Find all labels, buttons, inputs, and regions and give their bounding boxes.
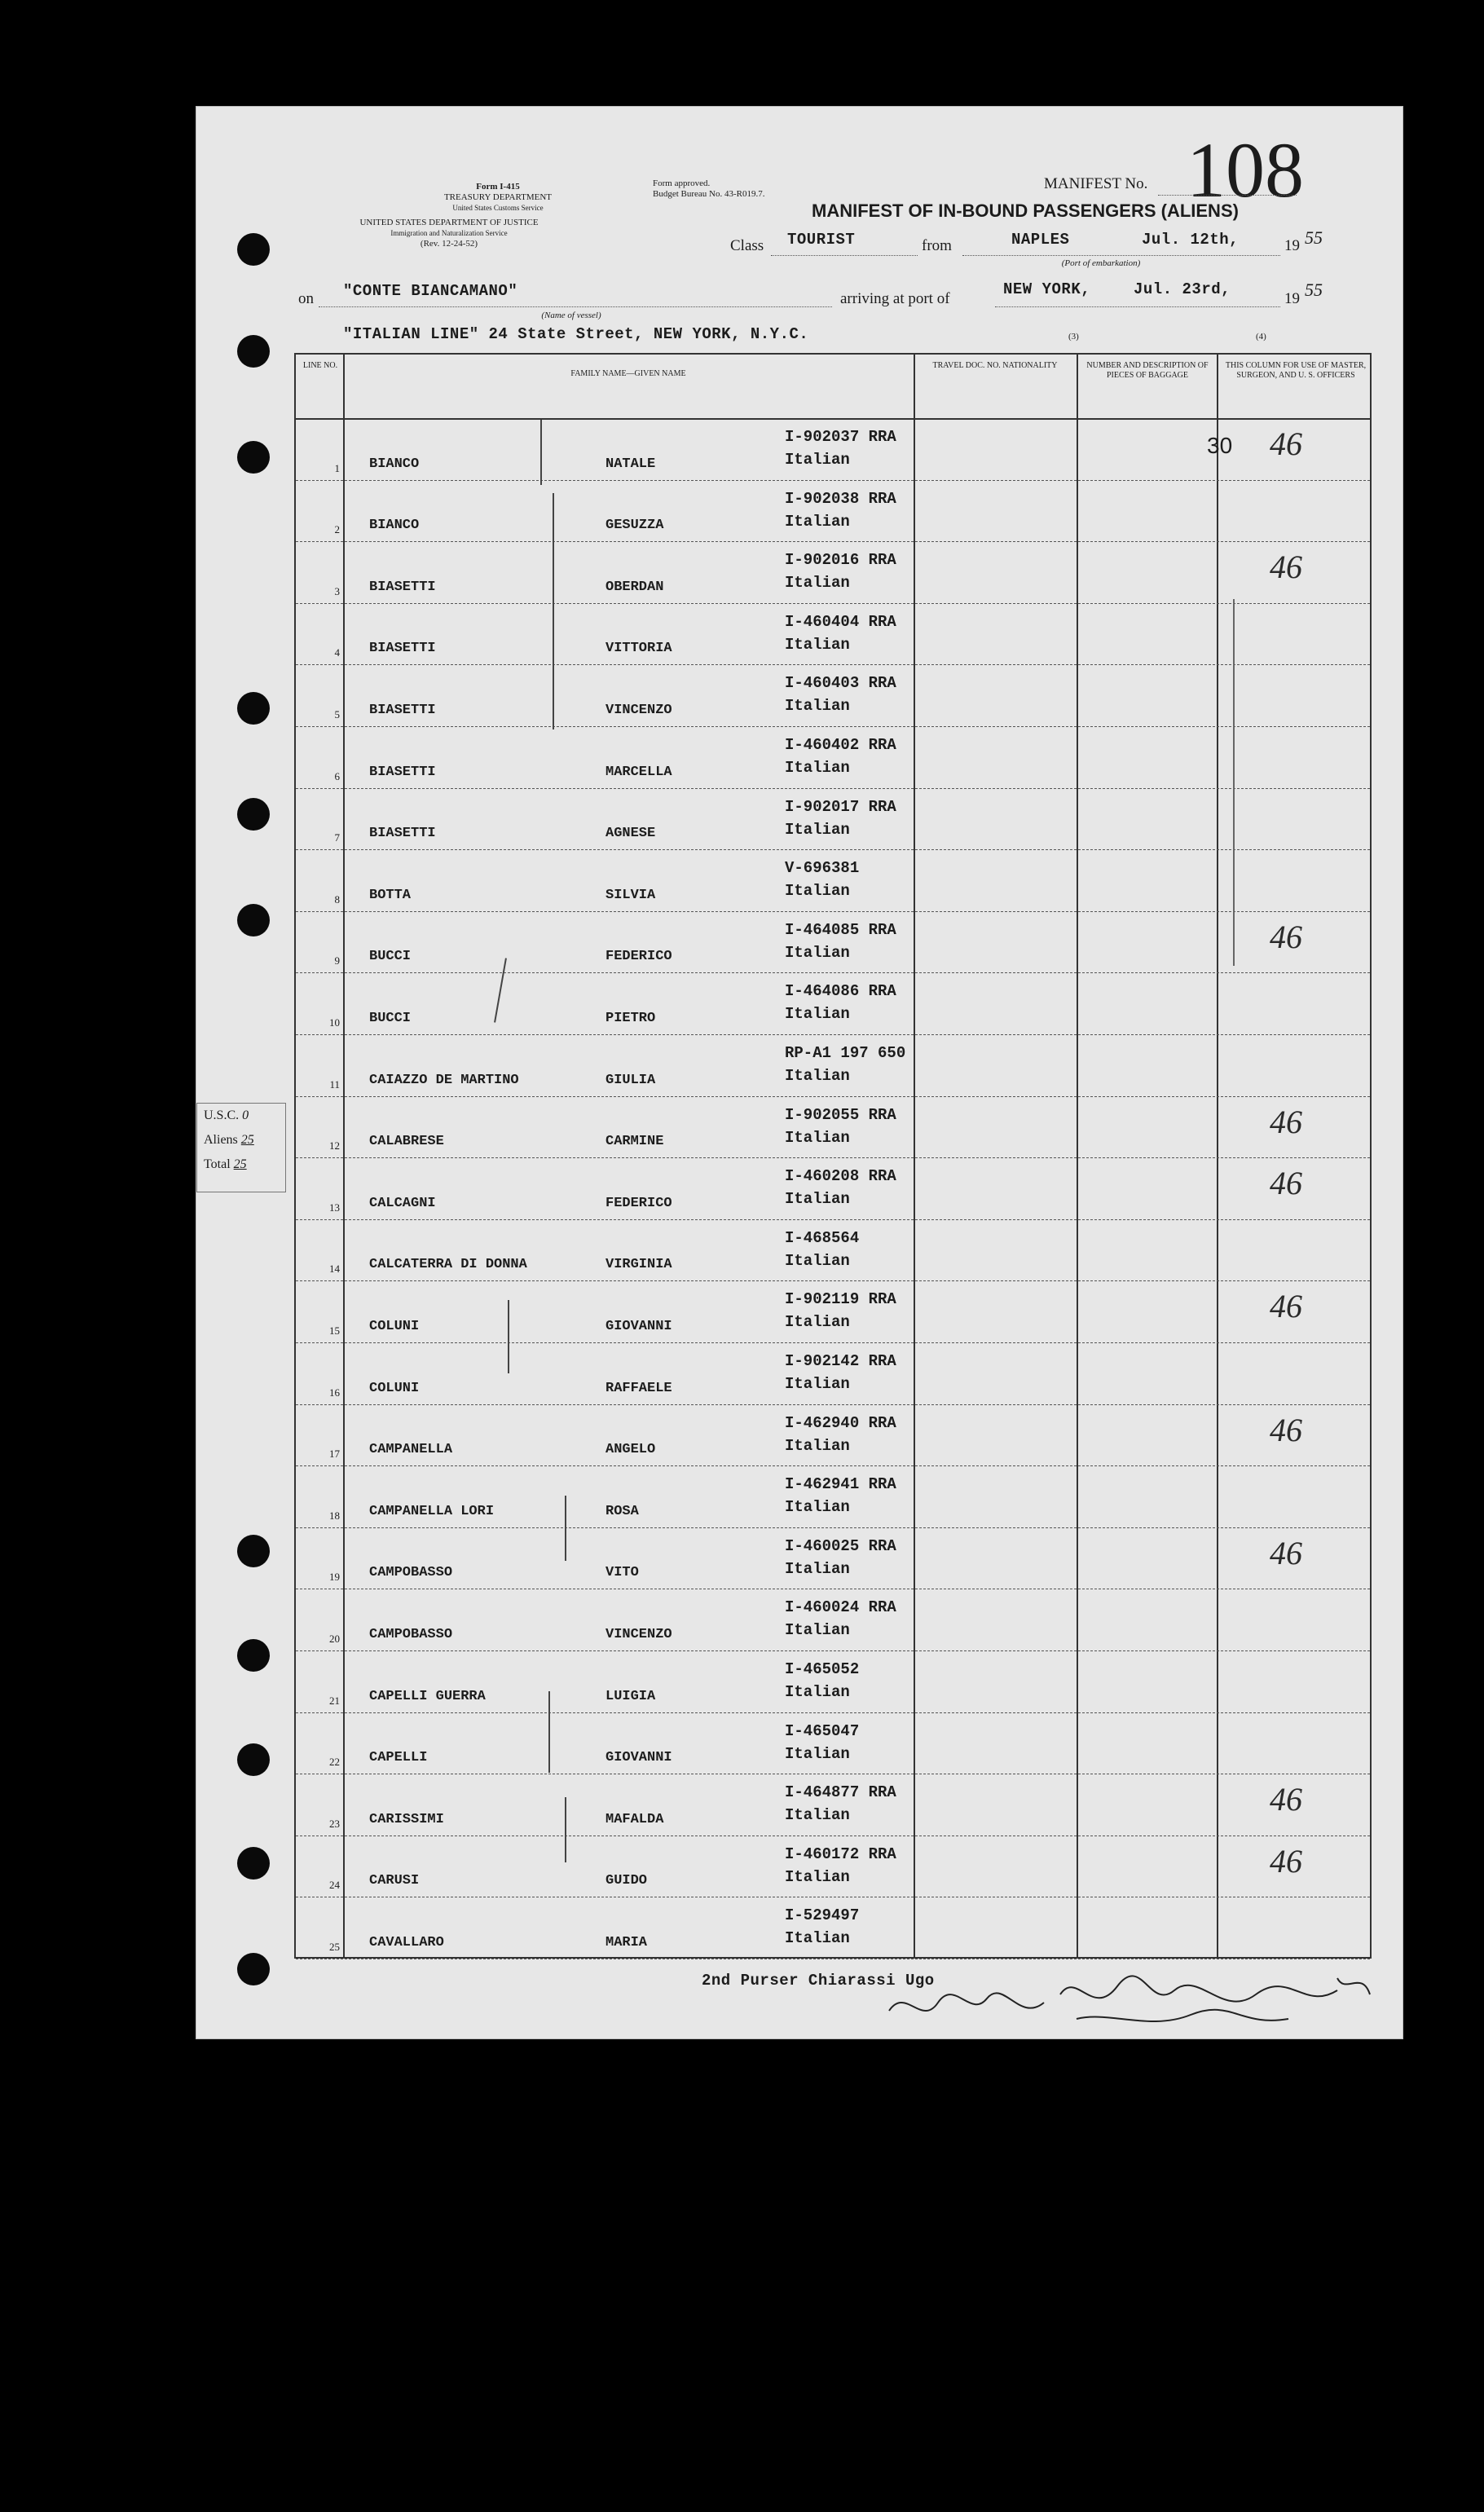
form-approved: Form approved. — [653, 178, 711, 188]
family-name: BUCCI — [369, 949, 412, 965]
table-row — [296, 603, 1370, 666]
line-number: 4 — [334, 646, 340, 659]
from-port: NAPLES — [1011, 231, 1070, 249]
class-value: TOURIST — [787, 231, 856, 249]
given-name: GUIDO — [605, 1873, 648, 1889]
travel-doc-number: I-902037 RRA — [785, 428, 896, 446]
punch-hole — [237, 335, 270, 368]
travel-doc-number: I-902038 RRA — [785, 489, 896, 508]
family-name: CARISSIMI — [369, 1811, 444, 1827]
port-embarkation-caption: (Port of embarkation) — [1061, 258, 1141, 268]
officer-annotation: 46 — [1270, 1534, 1302, 1571]
line-number: 18 — [329, 1509, 340, 1522]
line-number: 3 — [334, 584, 340, 597]
family-name: CAMPOBASSO — [369, 1565, 453, 1581]
manifest-page — [196, 106, 1403, 2039]
line-number: 12 — [329, 1139, 340, 1152]
line-number: 23 — [329, 1817, 340, 1830]
travel-doc-number: I-902017 RRA — [785, 797, 896, 816]
given-name: VITTORIA — [605, 641, 672, 657]
justice-header — [294, 218, 604, 249]
table-row — [296, 1404, 1370, 1467]
officer-annotation: 46 — [1270, 1411, 1302, 1448]
table-row — [296, 1157, 1370, 1220]
punch-hole — [237, 441, 270, 474]
given-name: NATALE — [605, 456, 656, 472]
ins-service: Immigration and Naturalization Service — [390, 229, 508, 237]
officer-annotation: 46 — [1270, 1781, 1302, 1818]
family-name: COLUNI — [369, 1380, 420, 1396]
nationality: Italian — [785, 943, 850, 962]
budget-bureau: Budget Bureau No. 43-R019.7. — [653, 189, 765, 199]
depart-year: 55 — [1305, 227, 1323, 248]
line-number: 8 — [334, 892, 340, 906]
form-approval — [653, 178, 840, 200]
passenger-table — [294, 353, 1372, 1959]
family-name: CARUSI — [369, 1873, 420, 1889]
given-name: FEDERICO — [605, 949, 672, 965]
line-number: 13 — [329, 1201, 340, 1214]
table-row — [296, 1219, 1370, 1282]
travel-doc-number: I-465047 — [785, 1721, 860, 1740]
handwritten-count: 30 — [1207, 433, 1233, 458]
given-name: VINCENZO — [605, 1626, 672, 1642]
line-number: 17 — [329, 1448, 340, 1461]
family-name: CALABRESE — [369, 1134, 444, 1150]
travel-doc-number: I-460403 RRA — [785, 674, 896, 693]
line-number: 24 — [329, 1879, 340, 1892]
family-name: BIANCO — [369, 456, 420, 472]
nationality: Italian — [785, 1251, 850, 1270]
on-label: on — [298, 290, 314, 307]
header-travel-doc: TRAVEL DOC. NO. NATIONALITY — [932, 361, 1058, 370]
officer-annotation: 46 — [1270, 1288, 1302, 1325]
given-name: MAFALDA — [605, 1811, 664, 1827]
travel-doc-number: I-460404 RRA — [785, 612, 896, 631]
travel-doc-number: I-464086 RRA — [785, 982, 896, 1001]
given-name: ANGELO — [605, 1442, 656, 1458]
table-row — [296, 1280, 1370, 1343]
line-number: 11 — [329, 1078, 340, 1091]
revision-date: (Rev. 12-24-52) — [420, 239, 478, 249]
travel-doc-number: I-902119 RRA — [785, 1290, 896, 1309]
given-name: ROSA — [605, 1503, 639, 1519]
nationality: Italian — [785, 1929, 850, 1948]
line-number: 15 — [329, 1324, 340, 1337]
arrive-year-prefix: 19 — [1284, 290, 1300, 307]
family-name: BIASETTI — [369, 702, 436, 718]
nationality: Italian — [785, 512, 850, 531]
officer-annotation: 46 — [1270, 918, 1302, 955]
given-name: OBERDAN — [605, 579, 664, 595]
given-name: AGNESE — [605, 826, 656, 842]
table-row — [296, 1650, 1370, 1713]
line-number: 9 — [334, 954, 340, 967]
travel-doc-number: I-464085 RRA — [785, 920, 896, 939]
nationality: Italian — [785, 697, 850, 716]
officer-annotation: 46 — [1270, 1842, 1302, 1880]
family-name: CAMPANELLA — [369, 1442, 453, 1458]
header-name: FAMILY NAME—GIVEN NAME — [570, 369, 686, 378]
family-name: BIASETTI — [369, 579, 436, 595]
line-number: 7 — [334, 831, 340, 844]
punch-hole — [237, 1535, 270, 1567]
officer-annotation: 46 — [1270, 1165, 1302, 1202]
given-name: GIOVANNI — [605, 1318, 672, 1334]
column-number-3: (3) — [1068, 332, 1079, 342]
line-number: 1 — [334, 461, 340, 474]
arrival-port: NEW YORK, — [1003, 280, 1091, 298]
nationality: Italian — [785, 1067, 850, 1085]
line-number: 2 — [334, 523, 340, 536]
column-number-4: (4) — [1256, 332, 1266, 342]
manifest-title: MANIFEST OF IN-BOUND PASSENGERS (ALIENS) — [812, 201, 1239, 221]
travel-doc-number: I-460402 RRA — [785, 736, 896, 754]
nationality: Italian — [785, 1313, 850, 1332]
nationality: Italian — [785, 820, 850, 839]
punch-hole — [237, 1639, 270, 1672]
usc-label: U.S.C. — [204, 1108, 240, 1122]
nationality: Italian — [785, 1683, 850, 1701]
punch-hole — [237, 1953, 270, 1985]
given-name: GIULIA — [605, 1072, 656, 1088]
family-name: CALCATERRA DI DONNA — [369, 1257, 527, 1273]
depart-year-prefix: 19 — [1284, 237, 1300, 254]
table-row — [296, 1096, 1370, 1159]
table-row — [296, 1465, 1370, 1528]
nationality: Italian — [785, 1621, 850, 1640]
travel-doc-number: I-462941 RRA — [785, 1475, 896, 1494]
travel-doc-number: I-462940 RRA — [785, 1413, 896, 1432]
given-name: LUIGIA — [605, 1688, 656, 1704]
family-name: CAIAZZO DE MARTINO — [369, 1072, 519, 1088]
shipping-line: "ITALIAN LINE" 24 State Street, NEW YORK, N.Y.C. — [343, 325, 809, 343]
total-value: 25 — [233, 1157, 247, 1171]
family-name: CAMPANELLA LORI — [369, 1503, 495, 1519]
table-row — [296, 849, 1370, 912]
given-name: GESUZZA — [605, 518, 664, 534]
class-label: Class — [730, 237, 764, 254]
treasury-dept: TREASURY DEPARTMENT — [443, 192, 553, 202]
family-name: CAMPOBASSO — [369, 1626, 453, 1642]
nationality: Italian — [785, 759, 850, 777]
punch-hole — [237, 904, 270, 936]
family-name: CAPELLI GUERRA — [369, 1688, 486, 1704]
given-name: GIOVANNI — [605, 1750, 672, 1766]
nationality: Italian — [785, 574, 850, 593]
table-row — [296, 1712, 1370, 1775]
travel-doc-number: I-529497 — [785, 1906, 860, 1925]
header-baggage: NUMBER AND DESCRIPTION OF PIECES OF BAGGAGE — [1086, 361, 1209, 380]
given-name: VITO — [605, 1565, 639, 1581]
family-name: BIASETTI — [369, 764, 436, 780]
line-number: 25 — [329, 1940, 340, 1953]
nationality: Italian — [785, 1005, 850, 1024]
table-row — [296, 664, 1370, 727]
line-number: 20 — [329, 1632, 340, 1645]
form-number: Form I-415 — [476, 182, 520, 192]
travel-doc-number: I-464877 RRA — [785, 1783, 896, 1802]
punch-hole — [237, 798, 270, 831]
table-row — [296, 418, 1370, 481]
nationality: Italian — [785, 1806, 850, 1825]
handwritten-signatures — [881, 1962, 1386, 2035]
line-number: 22 — [329, 1756, 340, 1769]
travel-doc-number: I-902016 RRA — [785, 551, 896, 570]
arriving-label: arriving at port of — [840, 290, 950, 307]
given-name: PIETRO — [605, 1010, 656, 1026]
table-row — [296, 1589, 1370, 1651]
given-name: SILVIA — [605, 887, 656, 903]
table-row — [296, 480, 1370, 543]
family-name: BIANCO — [369, 518, 420, 534]
departure-date: Jul. 12th, — [1142, 231, 1240, 249]
line-number: 10 — [329, 1016, 340, 1029]
family-name: CALCAGNI — [369, 1195, 436, 1211]
given-name: RAFFAELE — [605, 1380, 672, 1396]
manifest-no-label: MANIFEST No. — [1044, 175, 1148, 192]
family-name: BIASETTI — [369, 826, 436, 842]
nationality: Italian — [785, 1128, 850, 1147]
usc-value: 0 — [242, 1108, 249, 1122]
form-header-left — [384, 182, 612, 214]
customs-service: United States Customs Service — [452, 204, 544, 212]
given-name: FEDERICO — [605, 1195, 672, 1211]
family-name: COLUNI — [369, 1318, 420, 1334]
punch-hole — [237, 692, 270, 725]
officer-annotation: 46 — [1270, 425, 1302, 462]
given-name: VIRGINIA — [605, 1257, 672, 1273]
vessel-name: "CONTE BIANCAMANO" — [343, 282, 518, 300]
nationality: Italian — [785, 1559, 850, 1578]
purser-signature: 2nd Purser Chiarassi Ugo — [702, 1972, 935, 1990]
arrival-date: Jul. 23rd, — [1134, 280, 1231, 298]
header-officers: THIS COLUMN FOR USE OF MASTER, SURGEON, AND U. S. OFFICERS — [1225, 361, 1367, 380]
table-row — [296, 788, 1370, 851]
travel-doc-number: I-902055 RRA — [785, 1105, 896, 1124]
given-name: VINCENZO — [605, 702, 672, 718]
table-row — [296, 911, 1370, 974]
nationality: Italian — [785, 1744, 850, 1763]
table-header — [296, 355, 1370, 420]
arrive-year: 55 — [1305, 280, 1323, 300]
punch-hole — [237, 1847, 270, 1880]
given-name: CARMINE — [605, 1134, 664, 1150]
aliens-label: Aliens — [204, 1133, 238, 1147]
table-row — [296, 1897, 1370, 1959]
nationality: Italian — [785, 1375, 850, 1393]
punch-hole — [237, 233, 270, 266]
nationality: Italian — [785, 1190, 850, 1209]
table-row — [296, 541, 1370, 604]
nationality: Italian — [785, 451, 850, 469]
punch-hole — [237, 1743, 270, 1776]
family-name: BUCCI — [369, 1010, 412, 1026]
table-row — [296, 972, 1370, 1035]
total-label: Total — [204, 1157, 231, 1171]
line-number: 14 — [329, 1263, 340, 1276]
table-row — [296, 1836, 1370, 1898]
travel-doc-number: I-460025 RRA — [785, 1536, 896, 1555]
given-name: MARIA — [605, 1934, 648, 1950]
table-row — [296, 1774, 1370, 1836]
from-label: from — [922, 237, 952, 254]
line-number: 19 — [329, 1571, 340, 1584]
justice-dept: UNITED STATES DEPARTMENT OF JUSTICE — [359, 218, 539, 227]
vessel-caption: (Name of vessel) — [541, 311, 601, 320]
nationality: Italian — [785, 1498, 850, 1517]
travel-doc-number: I-902142 RRA — [785, 1352, 896, 1370]
table-row — [296, 1527, 1370, 1590]
line-number: 6 — [334, 769, 340, 782]
header-line-no: LINE NO. — [302, 361, 338, 370]
given-name: MARCELLA — [605, 764, 672, 780]
aliens-value: 25 — [240, 1133, 254, 1147]
nationality: Italian — [785, 635, 850, 654]
family-name: CAVALLARO — [369, 1934, 444, 1950]
nationality: Italian — [785, 1867, 850, 1886]
travel-doc-number: I-468564 — [785, 1228, 860, 1247]
officer-annotation: 46 — [1270, 549, 1302, 586]
line-number: 16 — [329, 1386, 340, 1399]
officer-annotation: 46 — [1270, 1103, 1302, 1140]
table-row — [296, 726, 1370, 789]
family-name: BIASETTI — [369, 641, 436, 657]
manifest-number: 108 — [1187, 126, 1304, 214]
travel-doc-number: I-460024 RRA — [785, 1598, 896, 1617]
nationality: Italian — [785, 1436, 850, 1455]
nationality: Italian — [785, 882, 850, 901]
line-number: 21 — [329, 1694, 340, 1707]
travel-doc-number: I-460172 RRA — [785, 1844, 896, 1863]
line-number: 5 — [334, 707, 340, 721]
travel-doc-number: I-460208 RRA — [785, 1167, 896, 1186]
family-name: BOTTA — [369, 887, 412, 903]
table-row — [296, 1034, 1370, 1097]
travel-doc-number: V-696381 — [785, 859, 860, 878]
family-name: CAPELLI — [369, 1750, 428, 1766]
alien-count-stamp — [196, 1103, 286, 1192]
travel-doc-number: RP-A1 197 650 — [785, 1044, 906, 1062]
table-row — [296, 1342, 1370, 1405]
travel-doc-number: I-465052 — [785, 1660, 860, 1678]
